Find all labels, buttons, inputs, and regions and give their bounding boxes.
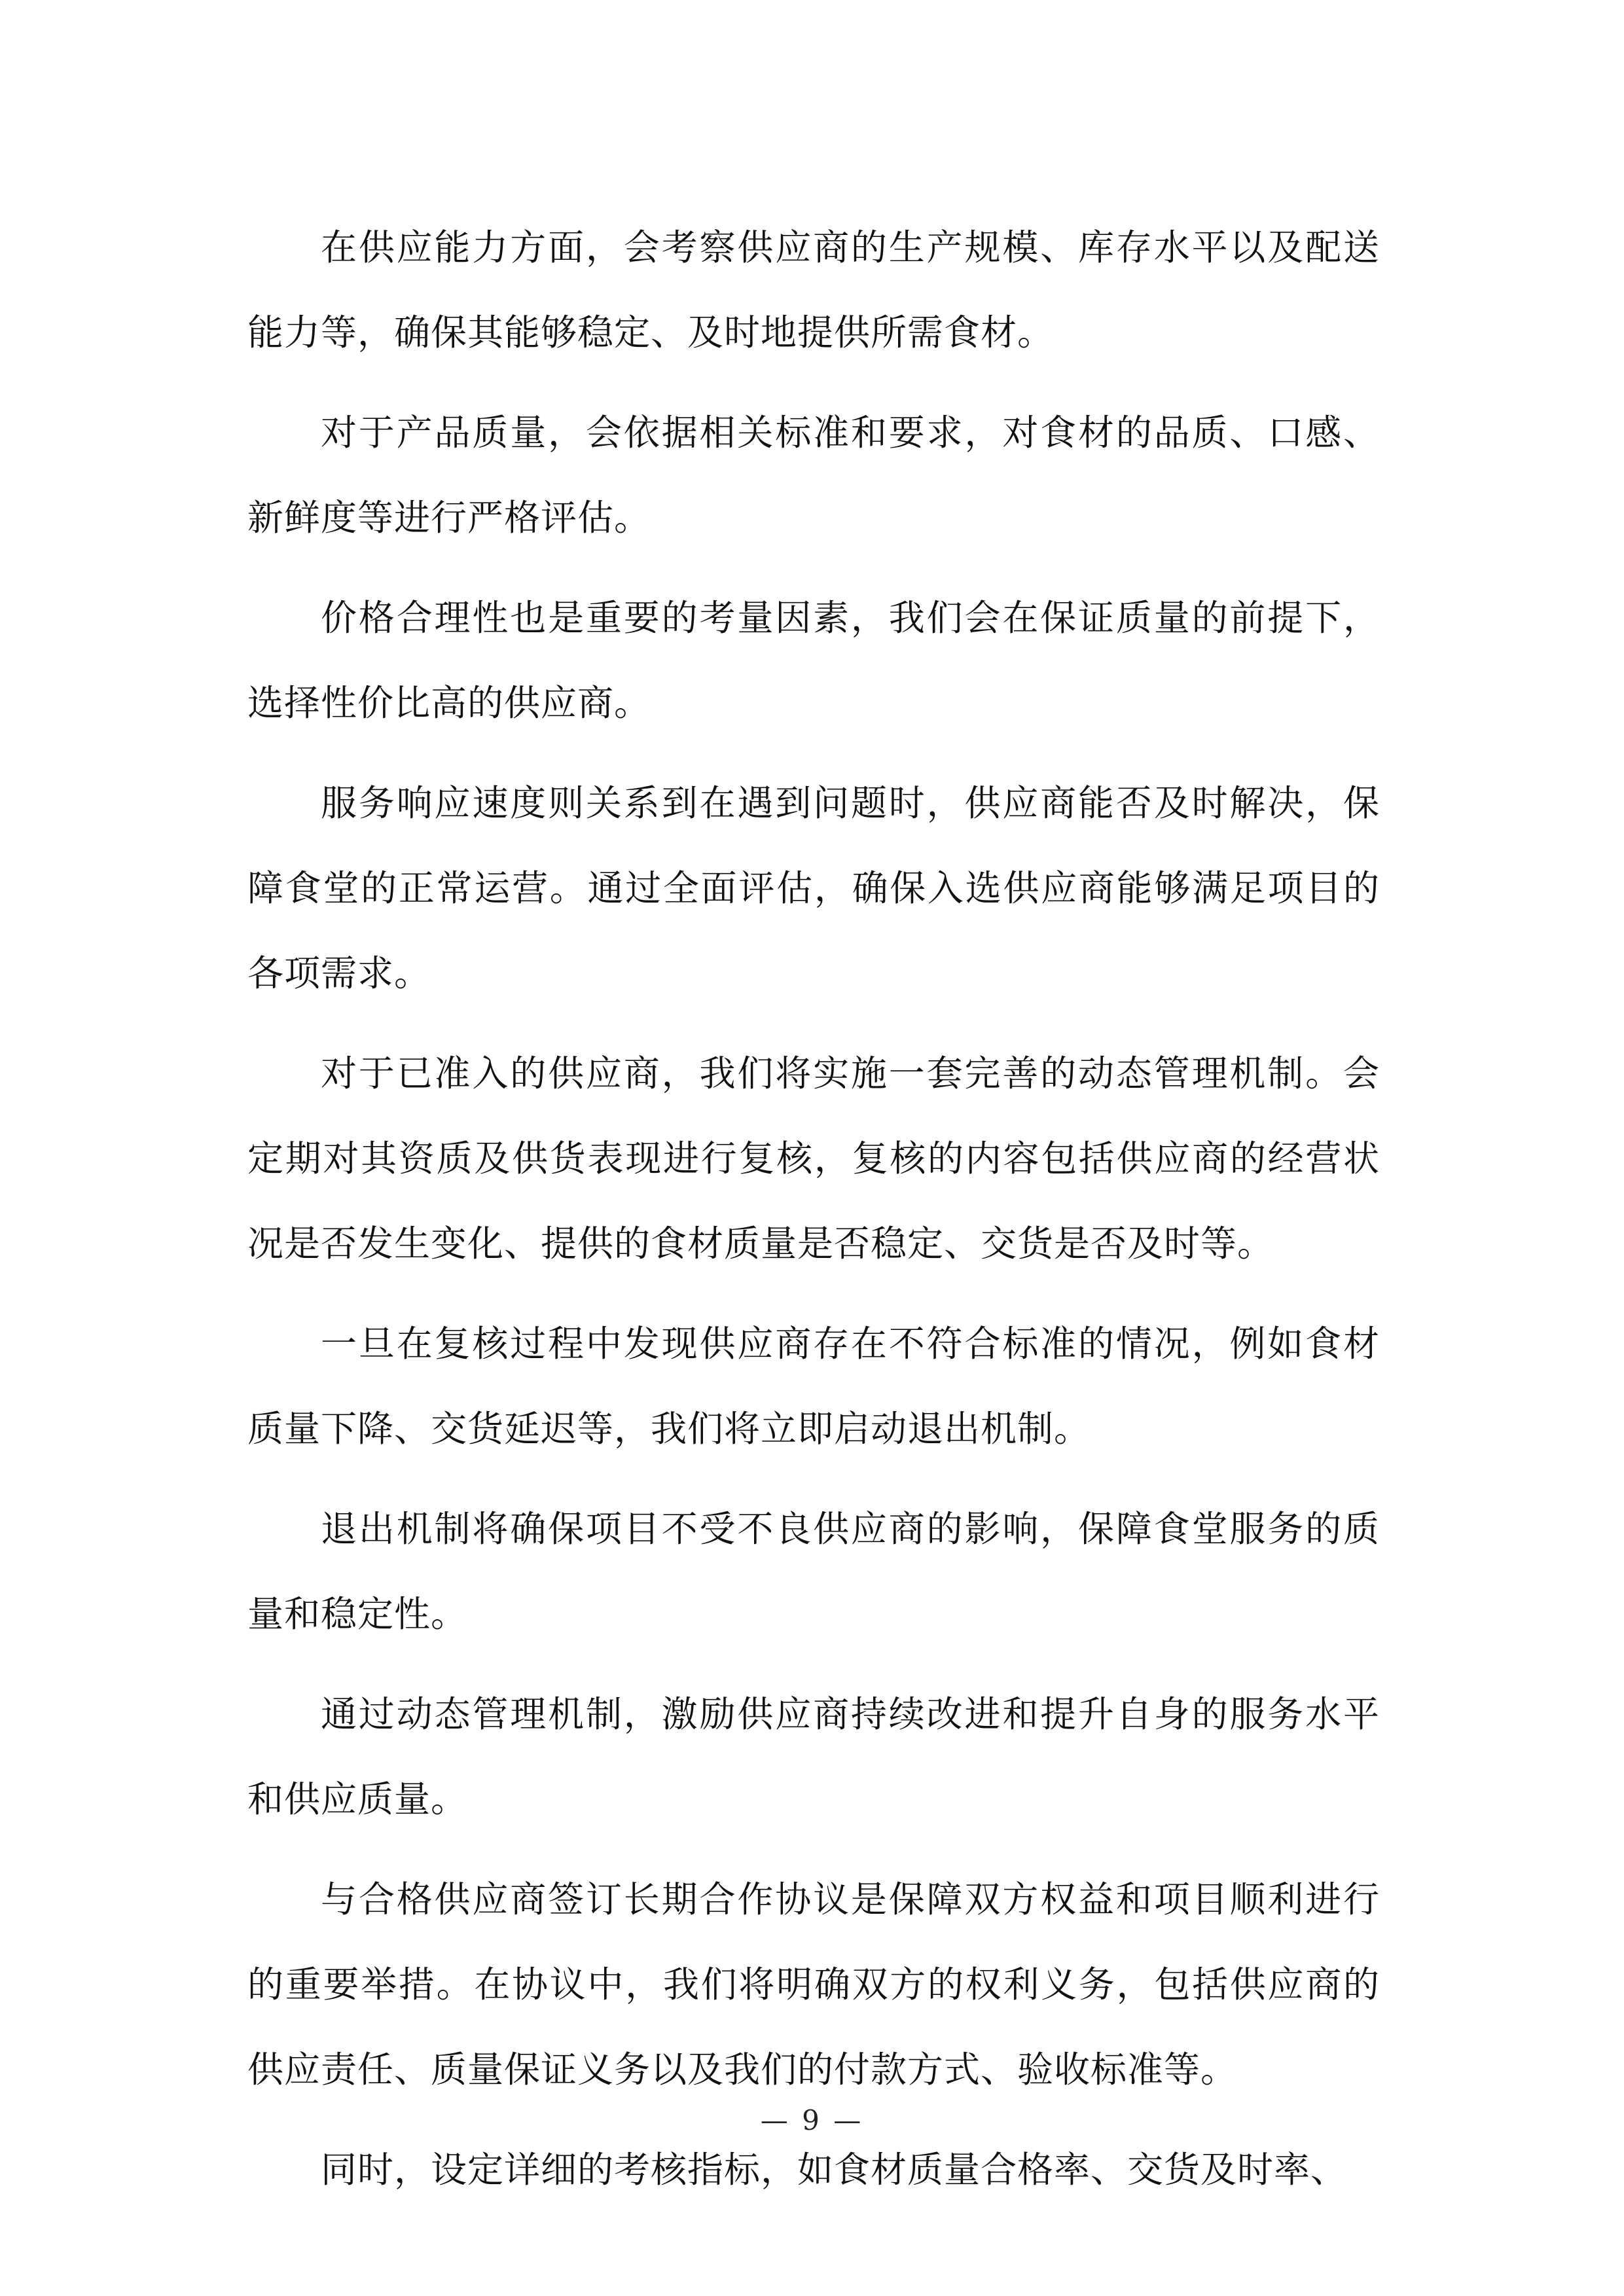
paragraph-exit-mechanism: 退出机制将确保项目不受不良供应商的影响，保障食堂服务的质量和稳定性。 [247,1508,1380,1635]
paragraph-price-rationality: 价格合理性也是重要的考量因素，我们会在保证质量的前提下，选择性价比高的供应商。 [247,597,1380,724]
page-number: — 9 — [760,2104,864,2136]
paragraph-supply-capacity: 在供应能力方面，会考察供应商的生产规模、库存水平以及配送能力等，确保其能够稳定、及时地提供所需食材。 [247,226,1380,353]
document-body [247,205,1380,2227]
paragraph-dynamic-management: 对于已准入的供应商，我们将实施一套完善的动态管理机制。会定期对其资质及供货表现进行复核，复核的内容包括供应商的经营状况是否发生变化、提供的食材质量是否稳定、交货是否及时等。 [247,1052,1380,1265]
paragraph-incentive: 通过动态管理机制，激励供应商持续改进和提升自身的服务水平和供应质量。 [247,1693,1380,1820]
paragraph-product-quality: 对于产品质量，会依据相关标准和要求，对食材的品质、口感、新鲜度等进行严格评估。 [247,412,1380,539]
paragraph-exit-trigger: 一旦在复核过程中发现供应商存在不符合标准的情况，例如食材质量下降、交货延迟等，我们将立即启动退出机制。 [247,1323,1380,1450]
paragraph-service-response: 服务响应速度则关系到在遇到问题时，供应商能否及时解决，保障食堂的正常运营。通过全面评估，确保入选供应商能够满足项目的各项需求。 [247,782,1380,994]
paragraph-long-term-agreement: 与合格供应商签订长期合作协议是保障双方权益和项目顺利进行的重要举措。在协议中，我们将明确双方的权利义务，包括供应商的供应责任、质量保证义务以及我们的付款方式、验收标准等。 [247,1878,1380,2090]
paragraph-assessment-indicators: 同时，设定详细的考核指标，如食材质量合格率、交货及时率、 [321,2149,1348,2191]
